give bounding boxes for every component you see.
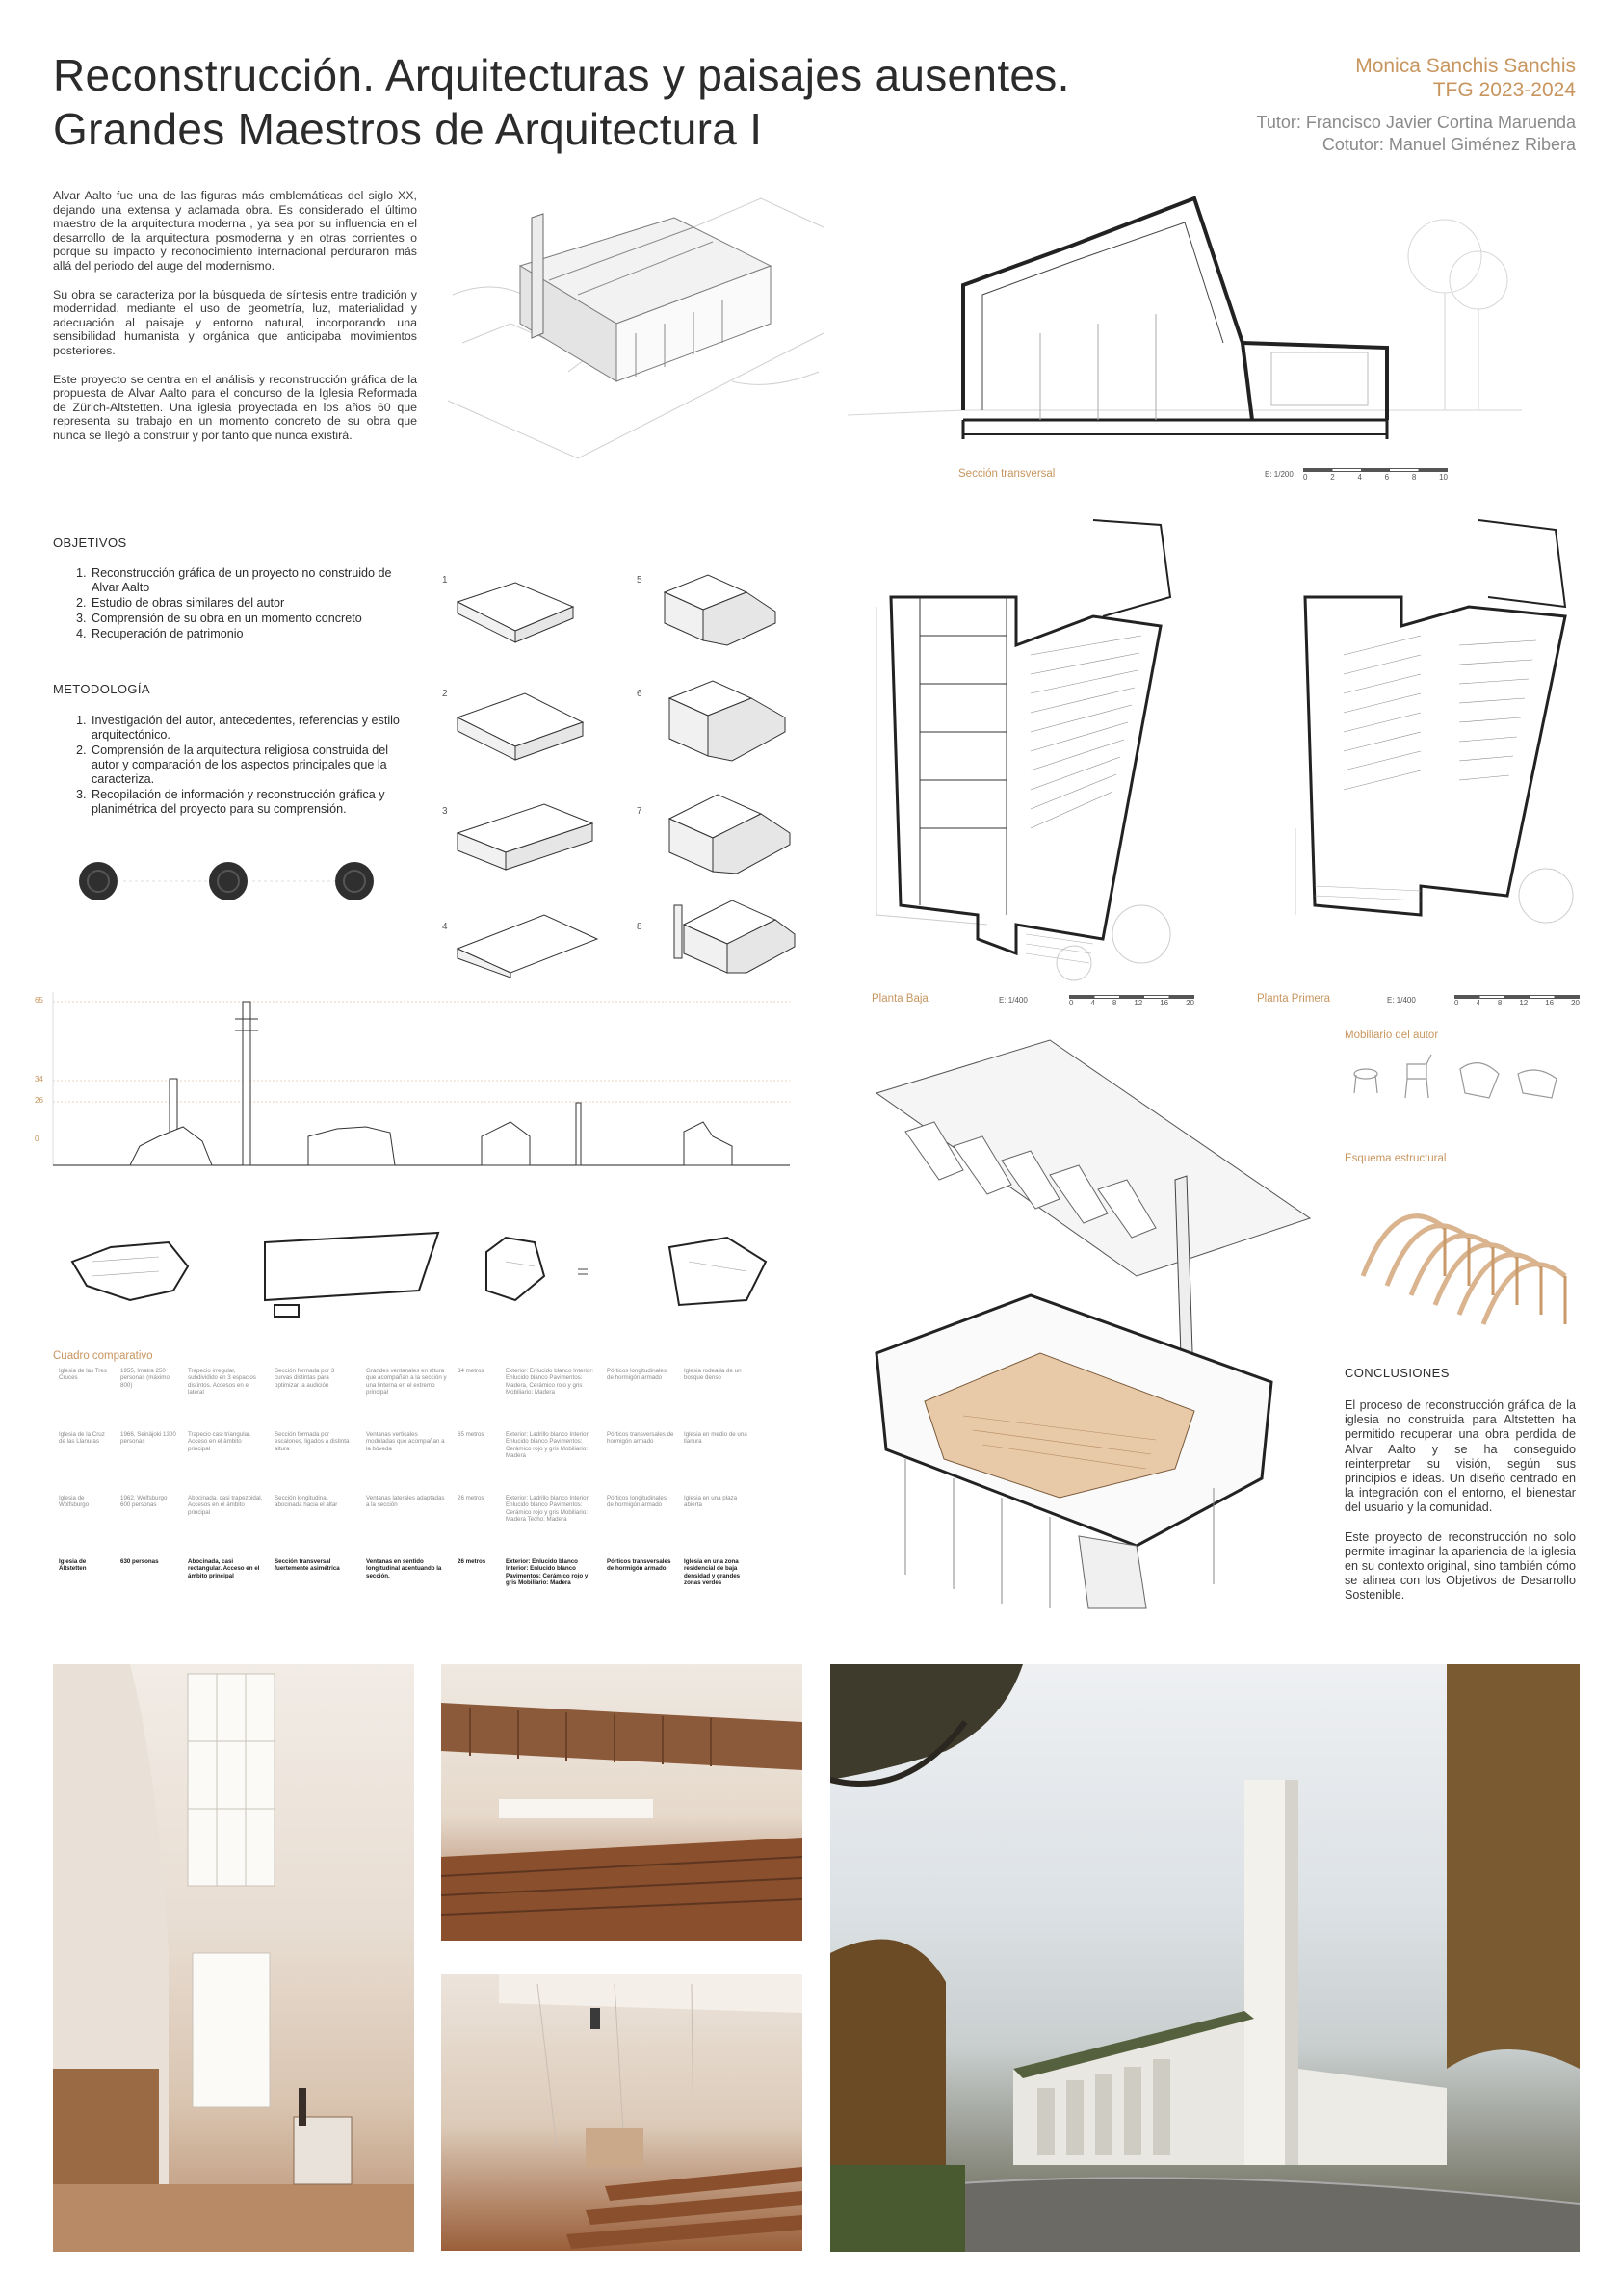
table-cell: Iglesia en medio de una llanura — [684, 1431, 747, 1446]
first-floor-plan — [1276, 510, 1584, 982]
interior-render-nave — [441, 1664, 802, 1941]
table-cell: Pórticos transversales de hormigón armado — [607, 1431, 674, 1446]
first-floor-scale: E: 1/400 — [1387, 996, 1416, 1004]
diagram-number: 5 — [637, 575, 642, 586]
ground-floor-scale-bar — [1069, 995, 1194, 1007]
tutors-block — [1257, 112, 1576, 156]
exploded-axonometric-drawing — [848, 1035, 1339, 1613]
elevation-comparison — [29, 992, 790, 1170]
level-label: 26 — [35, 1096, 43, 1105]
plan-outline-comparison — [53, 1223, 804, 1319]
structure-diagram — [1358, 1170, 1580, 1334]
diagram-number: 2 — [442, 689, 448, 699]
cotutor-name: Cotutor: Manuel Giménez Ribera — [1321, 135, 1576, 154]
table-cell: Iglesia de Wolfsburgo — [59, 1495, 90, 1509]
scale-tick: 0 — [1069, 999, 1074, 1007]
furniture-drawings — [1345, 1050, 1576, 1117]
scale-tick: 6 — [1384, 473, 1390, 482]
objective-item: 4. Recuperación de patrimonio — [90, 627, 419, 641]
table-cell: 34 metros — [458, 1368, 484, 1374]
table-caption: Cuadro comparativo — [53, 1350, 153, 1362]
scale-bar-ticks — [1303, 473, 1448, 482]
table-cell: Pórticos longitudinales de hormigón armado — [607, 1368, 667, 1382]
structure-caption: Esquema estructural — [1345, 1153, 1447, 1164]
ground-floor-plan — [872, 510, 1194, 982]
table-cell: Trapecio casi triangular. Acceso en el ámbito principal — [188, 1431, 251, 1452]
table-cell: Ventanas verticales moduladas que acompañan a la bóveda — [366, 1431, 445, 1452]
diagram-number: 6 — [637, 689, 642, 699]
medallion-icon — [335, 862, 374, 900]
scale-tick: 0 — [1303, 473, 1308, 482]
conclusions-paragraph-1: El proceso de reconstrucción gráfica de la iglesia no construida para Altstetten ha permitido recuperar una obra perdida de Alvar Aalto y se ha conseguido reinterpretar su visión, según sus principios e ideas. Un diseño centrado en la integración con el entorno, el bienestar del usuario y la comunidad. — [1345, 1398, 1576, 1515]
first-floor-caption: Planta Primera — [1257, 993, 1331, 1004]
table-row — [53, 1495, 746, 1558]
ground-floor-caption: Planta Baja — [872, 993, 929, 1004]
intro-text — [53, 189, 417, 443]
table-cell: Ventanas laterales adaptadas a la sección — [366, 1495, 445, 1509]
section-caption: Sección transversal — [958, 468, 1056, 480]
table-cell: Trapecio irregular, subdividido en 3 espacios distintos. Accesos en el lateral — [188, 1368, 256, 1396]
level-label: 34 — [35, 1075, 43, 1083]
table-row — [53, 1558, 746, 1622]
table-cell: 26 metros — [458, 1558, 486, 1565]
diagram-number: 1 — [442, 575, 448, 586]
lounge-chair-icon — [1518, 1070, 1557, 1098]
diagram-number: 7 — [637, 806, 642, 817]
title-line-1: Reconstrucción. Arquitecturas y paisajes ausentes. — [53, 50, 1070, 100]
scale-tick: 10 — [1439, 473, 1448, 482]
stool-icon — [1354, 1069, 1377, 1093]
exterior-render-graphic — [830, 1664, 1580, 2252]
author-block — [1355, 54, 1576, 102]
title-line-2: Grandes Maestros de Arquitectura I — [53, 104, 763, 154]
level-label: 0 — [35, 1135, 39, 1143]
table-cell: Iglesia en una plaza abierta — [684, 1495, 738, 1509]
scale-tick: 16 — [1160, 999, 1169, 1007]
diagram-number: 4 — [442, 922, 448, 932]
table-cell: Sección formada por 3 curvas distintas para optimizar la audición — [275, 1368, 335, 1389]
table-cell: Pórticos longitudinales de hormigón armado — [607, 1495, 667, 1509]
scale-tick: 20 — [1186, 999, 1194, 1007]
objective-item: 3. Comprensión de su obra en un momento concreto — [90, 612, 419, 626]
scale-tick: 12 — [1134, 999, 1143, 1007]
table-cell: Iglesia de las Tres Cruces — [59, 1368, 107, 1382]
table-cell: 1966, Seinäjoki 1300 personas — [120, 1431, 176, 1446]
table-cell: Iglesia de la Cruz de las Llanuras — [59, 1431, 105, 1446]
armchair-icon — [1460, 1063, 1499, 1098]
scale-tick: 0 — [1454, 999, 1459, 1007]
table-cell: 26 metros — [458, 1495, 484, 1501]
table-cell: Abocinada, casi rectangular. Acceso en el ámbito principal — [188, 1558, 260, 1579]
table-cell: Exterior: Ladrillo blanco Interior: Enlucido blanco Pavimentos: Cerámico rojo y gris Mobiliario: Madera — [506, 1431, 590, 1460]
interior-render-aisle — [441, 1974, 802, 2251]
conclusions-text — [1345, 1398, 1576, 1604]
site-axonometric-drawing — [443, 189, 828, 478]
table-row — [53, 1368, 746, 1431]
objectives-list — [53, 566, 419, 642]
table-cell: 630 personas — [120, 1558, 159, 1565]
medallion-row — [77, 857, 385, 905]
transversal-section-drawing — [848, 189, 1580, 463]
objective-item: 2. Estudio de obras similares del autor — [90, 596, 419, 611]
first-floor-scale-bar — [1454, 995, 1580, 1007]
massing-diagram-graphics — [438, 563, 843, 978]
methodology-item: 2. Comprensión de la arquitectura religiosa construida del autor y comparación de los aspectos principales que la caracteriza. — [90, 744, 419, 787]
scale-tick: 4 — [1357, 473, 1362, 482]
furniture-caption: Mobiliario del autor — [1345, 1030, 1439, 1041]
scale-tick: 4 — [1476, 999, 1480, 1007]
tutor-name: Tutor: Francisco Javier Cortina Maruenda — [1256, 113, 1576, 132]
table-cell: Exterior: Enlucido blanco Interior: Enlucido blanco Pavimentos: Cerámico rojo y gris Mobiliario: Madera — [506, 1558, 589, 1587]
scale-tick: 8 — [1497, 999, 1503, 1007]
objectives-heading: OBJETIVOS — [53, 535, 127, 550]
medallion-icon — [209, 862, 248, 900]
interior-render-nave-graphic — [441, 1664, 802, 1941]
scale-bar-ticks — [1069, 999, 1194, 1007]
section-scale: E: 1/200 — [1265, 470, 1294, 479]
scale-tick: 8 — [1411, 473, 1417, 482]
methodology-heading: METODOLOGÍA — [53, 682, 150, 696]
chair-icon — [1405, 1055, 1431, 1098]
massing-diagrams — [438, 563, 843, 978]
table-cell: Iglesia en una zona residencial de baja densidad y grandes zonas verdes — [684, 1558, 741, 1587]
table-cell: Exterior: Ladrillo blanco Interior: Enlucido blanco Pavimentos: Cerámico rojo y gris Mobiliario: Madera Techo: Madera — [506, 1495, 590, 1524]
scale-bar-ticks — [1454, 999, 1580, 1007]
scale-tick: 20 — [1571, 999, 1580, 1007]
table-cell: Grandes ventanales en altura que acompañan a la sección y una linterna en el extremo principal — [366, 1368, 447, 1396]
table-cell: Sección formada por escalones, ligados a distinta altura — [275, 1431, 350, 1452]
conclusions-heading: CONCLUSIONES — [1345, 1366, 1450, 1380]
table-cell: 1962, Wolfsburgo 600 personas — [120, 1495, 168, 1509]
methodology-item: 1. Investigación del autor, antecedentes, referencias y estilo arquitectónico. — [90, 714, 419, 743]
scale-bar-graphic — [1303, 468, 1448, 472]
medallion-icon — [79, 862, 118, 900]
intro-paragraph-3: Este proyecto se centra en el análisis y reconstrucción gráfica de la propuesta de Alvar Aalto para el concurso de la Iglesia Reformada de Zürich-Altstetten. Una iglesia proyectada en los años 60 que representa su trabajo en un momento concreto de su obra que nunca se llegó a construir y por tanto que nunca existirá. — [53, 372, 417, 442]
objective-item: 1. Reconstrucción gráfica de un proyecto no construido de Alvar Aalto — [90, 566, 419, 595]
table-cell: 1955, Imatra 250 personas (máximo 800) — [120, 1368, 170, 1389]
diagram-number: 3 — [442, 806, 448, 817]
table-cell: Iglesia de Altstetten — [59, 1558, 87, 1573]
comparative-table — [53, 1368, 746, 1622]
intro-paragraph-2: Su obra se caracteriza por la búsqueda de síntesis entre tradición y modernidad, mediante el uso de geometría, luz, materialidad y adecuación al paisaje y entorno natural, incorporando una sensibilidad humanista y orgánica que anticipaba movimientos posteriores. — [53, 287, 417, 357]
table-cell: Pórticos transversales de hormigón armado — [607, 1558, 671, 1573]
table-cell: Iglesia rodeada de un bosque denso — [684, 1368, 742, 1382]
scale-tick: 16 — [1545, 999, 1555, 1007]
conclusions-paragraph-2: Este proyecto de reconstrucción no solo permite imaginar la apariencia de la iglesia en su contexto original, sino también cómo se alinea con los Objetivos de Desarrollo Sostenible. — [1345, 1529, 1576, 1603]
table-cell: Exterior: Enlucido blanco Interior: Enlucido blanco Pavimentos: Madera, Cerámico rojo y gris Mobiliario: Madera — [506, 1368, 594, 1396]
methodology-item: 3. Recopilación de información y reconstrucción gráfica y planimétrica del proyecto para su comprensión. — [90, 788, 419, 817]
scale-tick: 8 — [1112, 999, 1117, 1007]
scale-tick: 12 — [1519, 999, 1529, 1007]
table-cell: Abocinada, casi trapezoidal. Accesos en el ámbito principal — [188, 1495, 263, 1516]
table-row — [53, 1431, 746, 1495]
interior-render-aisle-graphic — [441, 1974, 802, 2251]
course-year: TFG 2023-2024 — [1432, 79, 1576, 101]
diagram-number: 8 — [637, 922, 642, 932]
table-cell: Sección longitudinal, abocinada hacia el altar — [275, 1495, 338, 1509]
level-label: 65 — [35, 996, 43, 1004]
interior-render-entrance-graphic — [53, 1664, 414, 2252]
table-cell: Sección transversal fuertemente asimétrica — [275, 1558, 340, 1573]
table-cell: 65 metros — [458, 1431, 484, 1438]
scale-tick: 4 — [1090, 999, 1095, 1007]
intro-paragraph-1: Alvar Aalto fue una de las figuras más emblemáticas del siglo XX, dejando una extensa y aclamada obra. Es considerado el último maestro de la arquitectura moderna , ya sea por su influencia en el desarrollo de la arquitectura posmoderna y en otras corrientes o porque su impacto y reconocimiento internacional perduraron más allá del periodo del auge del modernismo. — [53, 189, 417, 273]
author-name: Monica Sanchis Sanchis — [1355, 55, 1576, 77]
page-title — [53, 48, 1161, 156]
methodology-list — [53, 714, 419, 818]
exterior-render — [830, 1664, 1580, 2252]
elevation-graphics — [29, 992, 790, 1170]
interior-render-entrance — [53, 1664, 414, 2252]
table-cell: Ventanas en sentido longitudinal acentuando la sección. — [366, 1558, 442, 1579]
ground-floor-scale: E: 1/400 — [999, 996, 1028, 1004]
section-scale-bar — [1303, 468, 1448, 482]
scale-tick: 2 — [1330, 473, 1335, 482]
